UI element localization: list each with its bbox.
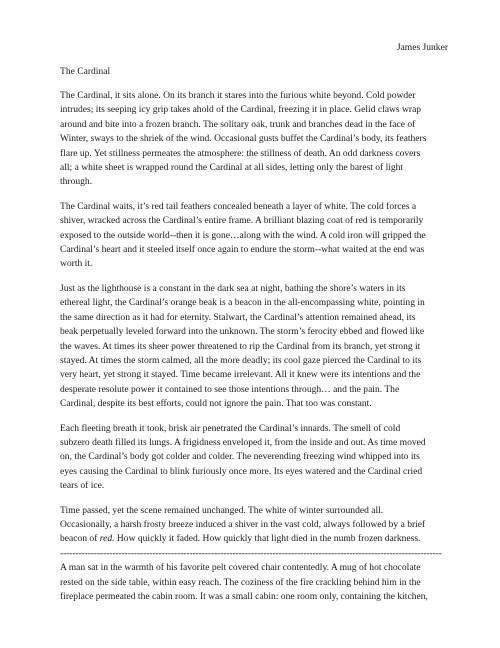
text-line: Winter, sways to the shriek of the wind. Occasional gusts buffet the Cardinal’s body, its feathers [60,133,427,145]
text-line: very heart, yet strong it stayed. Time became irrelevant. All it knew were its intentions and the [60,369,421,381]
text-line: Occasionally, a harsh frosty breeze induced a shiver in the vast cold, always followed by a brief [60,518,426,530]
paragraph [60,89,450,190]
text-line: Just as the lighthouse is a constant in the dark sea at night, bathing the shore’s waters in its [60,282,406,294]
text-line: intrudes; its seeping icy grip takes ahold of the Cardinal, freezing it in place. Gelid claws wrap [60,104,422,116]
text-line: The Cardinal waits, it’s red tail feathers concealed beneath a layer of white. The cold forces a [60,200,417,212]
text-line: the waves. At times its sheer power threatened to rip the Cardinal from its branch, yet strong it [60,340,421,352]
text-line: worth it. [60,258,93,270]
text-line: fireplace permeated the cabin room. It was a small cabin: one room only, containing the kitchen, [60,591,428,602]
text-line: flare up. Yet stillness permeates the atmosphere: the stillness of death. An odd darkness covers [60,147,421,159]
paragraph [60,422,450,494]
text-line: all; a white sheet is wrapped round the Cardinal at all sides, letting only the barest of light [60,162,404,174]
text-line: on, the Cardinal’s body got colder and colder. The neverending freezing wind whipped into its [60,451,420,463]
italic-word: red. [99,533,115,545]
story-title: The Cardinal [60,66,111,77]
text-line: Each fleeting breath it took, brisk air penetrated the Cardinal’s innards. The smell of cold [60,422,401,434]
paragraph [60,200,450,272]
text-line: A man sat in the warmth of his favorite pelt covered chair contentedly. A mug of hot chocolate [60,562,421,574]
text-line [60,532,450,546]
text-line: through. [60,176,93,188]
text-line: subzero death filled its lungs. A frigidness enveloped it, from the inside and out. As time moved [60,436,426,448]
story-body [60,89,450,604]
text-line: The Cardinal, it sits alone. On its branch it stares into the furious white beyond. Cold powder [60,90,416,101]
text-segment: beacon of [60,533,100,545]
text-line: exposed to the outside world--then it is gone…along with the wind. A cold iron will gripped the [60,229,426,241]
text-line: eyes causing the Cardinal to blink furiously once more. Its eyes watered and the Cardinal cried [60,465,423,477]
text-line: around and bite into a frozen branch. The solitary oak, trunk and branches dead in the face of [60,118,416,130]
paragraph [60,561,450,604]
text-line: ethereal light, the Cardinal’s orange beak is a beacon in the all-encompassing white, pointing in [60,297,425,309]
text-line: shiver, wracked across the Cardinal’s entire frame. A brilliant blazing coat of red is temporarily [60,215,424,227]
text-line: Cardinal, despite its best efforts, could not ignore the pain. That too was constant. [60,398,372,410]
paragraph [60,282,450,412]
text-line: the same direction as it had for eternity. Stalwart, the Cardinal’s attention remained ahead, its [60,311,416,323]
text-line: Cardinal’s heart and it steeled itself once again to endure the storm--what waited at the end was [60,244,425,256]
text-segment: How quickly it faded. How quickly that light died in the numb frozen darkness. [114,533,421,545]
text-line: desperate resolute power it contained to see those intentions through… and the pain. The [60,383,400,395]
text-line: rested on the side table, within easy reach. The coziness of the fire crackling behind him in the [60,576,421,588]
text-line: tears of ice. [60,480,105,492]
text-line: Time passed, yet the scene remained unchanged. The white of winter surrounded all. [60,504,384,516]
section-divider: ---------------------------------------------------------------------------------------------------------------------------- [60,547,442,559]
paragraph [60,504,450,547]
text-line: beak perpetually leveled forward into the unknown. The storm’s ferocity ebbed and flowed like [60,326,425,338]
text-line: stayed. At times the storm calmed, all the more deadly; its cool gaze pierced the Cardinal to its [60,354,422,366]
author-name: James Junker [396,42,448,53]
